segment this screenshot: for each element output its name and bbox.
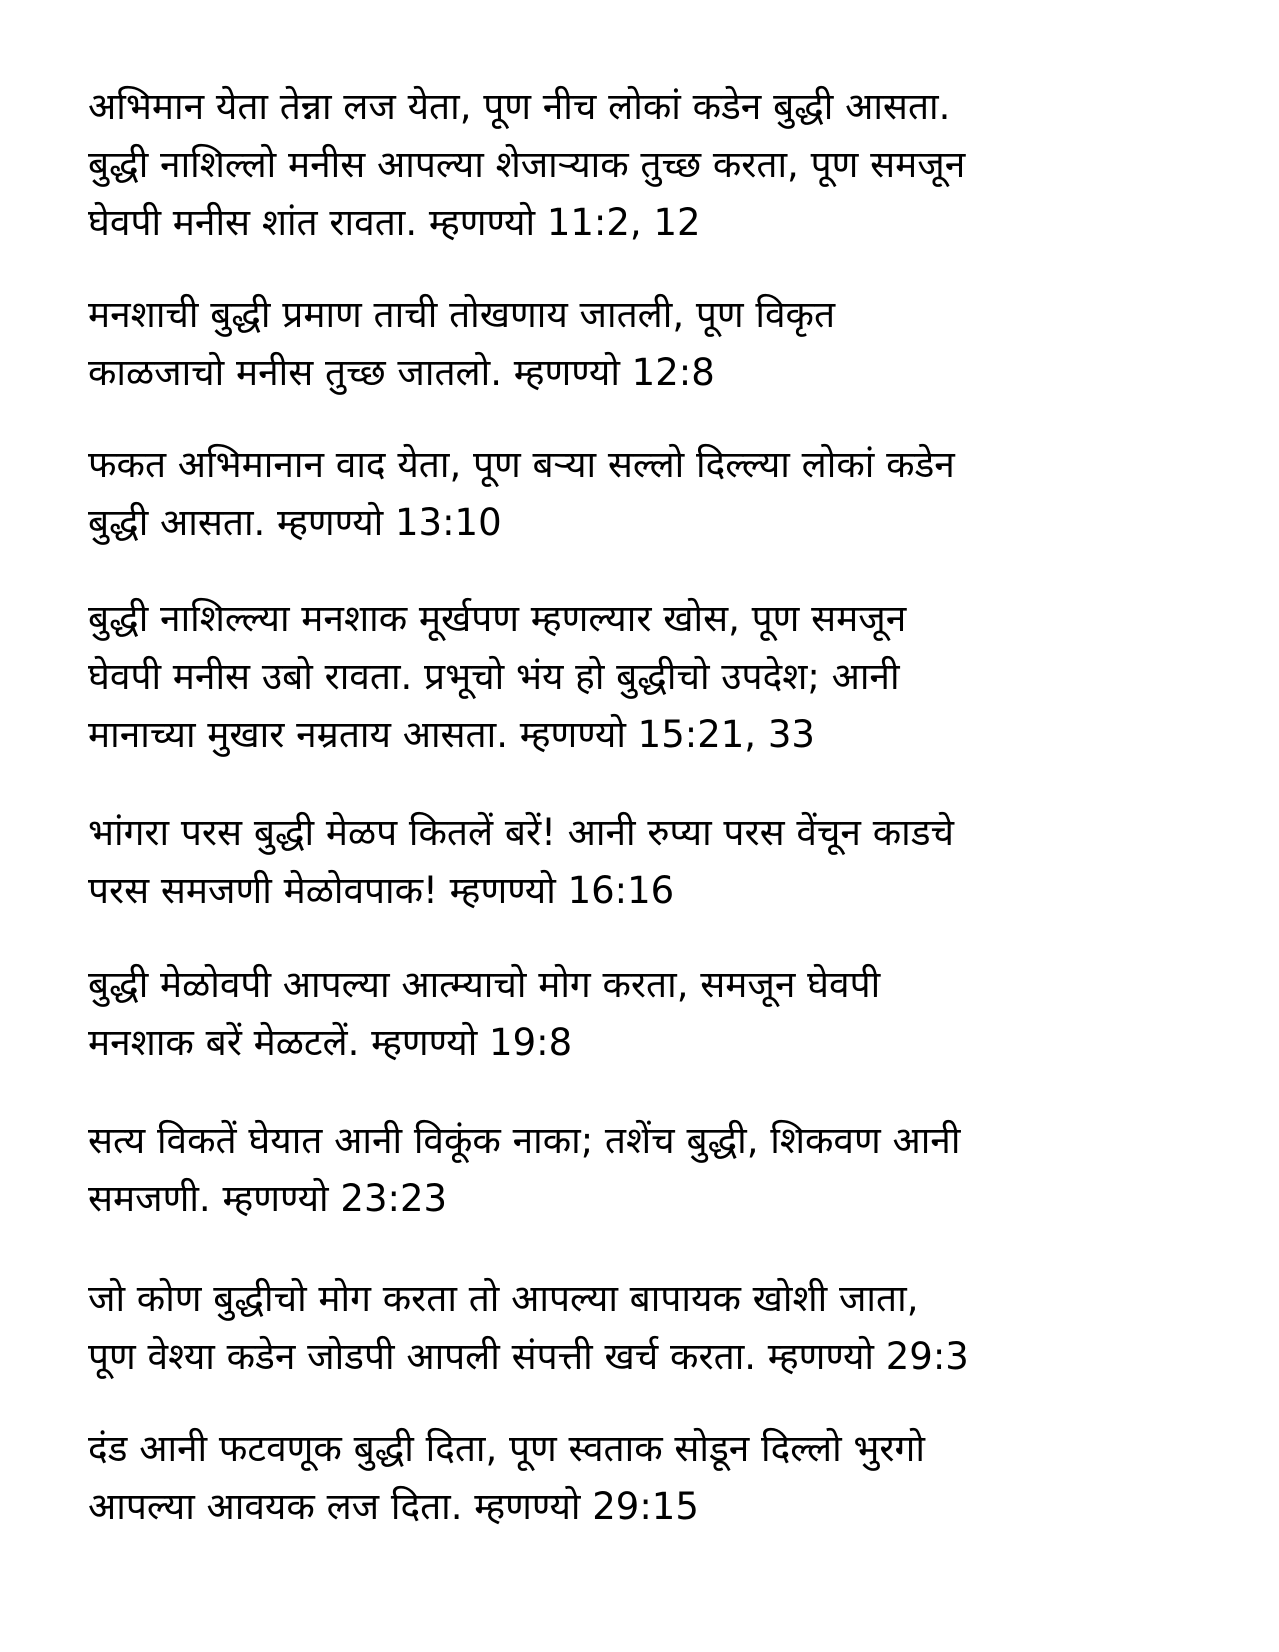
verse-line: बुद्धी नाशिल्ल्या मनशाक मूर्खपण म्हणल्यार खोस, पूण समजून xyxy=(88,597,907,640)
verse-line: घेवपी मनीस उबो रावता. प्रभूचो भंय हो बुद्धीचो उपदेश; आनी xyxy=(88,655,900,698)
verse-line: मनशाची बुद्धी प्रमाण ताची तोखणाय जातली, पूण विकृत xyxy=(88,293,836,336)
verse-line: बुद्धी नाशिल्लो मनीस आपल्या शेजाऱ्याक तुच्छ करता, पूण समजून xyxy=(88,143,966,186)
verse-paragraph xyxy=(88,1112,1208,1228)
verse-paragraph xyxy=(88,804,1208,920)
verse-line: भांगरा परस बुद्धी मेळप कितलें बरें! आनी रुप्या परस वेंचून काडचे xyxy=(88,811,955,854)
verse-paragraph xyxy=(88,956,1208,1072)
verse-line: समजणी. म्हणण्यो 23:23 xyxy=(88,1177,448,1220)
verse-paragraph xyxy=(88,590,1208,764)
verse-line: पूण वेश्या कडेन जोडपी आपली संपत्ती खर्च करता. म्हणण्यो 29:3 xyxy=(88,1335,969,1378)
verse-line: अभिमान येता तेन्ना लज येता, पूण नीच लोकां कडेन बुद्धी आसता. xyxy=(88,85,951,128)
verse-paragraph xyxy=(88,1420,1208,1536)
verse-line: आपल्या आवयक लज दिता. म्हणण्यो 29:15 xyxy=(88,1485,699,1528)
verse-line: परस समजणी मेळोवपाक! म्हणण्यो 16:16 xyxy=(88,869,675,912)
verse-line: बुद्धी आसता. म्हणण्यो 13:10 xyxy=(88,501,502,544)
verse-line: मनशाक बरें मेळटलें. म्हणण्यो 19:8 xyxy=(88,1021,573,1064)
verse-line: दंड आनी फटवणूक बुद्धी दिता, पूण स्वताक सोडून दिल्लो भुरगो xyxy=(88,1427,925,1470)
verse-paragraph xyxy=(88,78,1208,252)
verse-paragraph xyxy=(88,1270,1208,1386)
verse-line: घेवपी मनीस शांत रावता. म्हणण्यो 11:2, 12 xyxy=(88,201,701,244)
verse-line: मानाच्या मुखार नम्रताय आसता. म्हणण्यो 15:21, 33 xyxy=(88,713,815,756)
verse-paragraph xyxy=(88,436,1208,552)
verse-paragraph xyxy=(88,286,1208,402)
verse-line: फकत अभिमानान वाद येता, पूण बऱ्या सल्लो दिल्ल्या लोकां कडेन xyxy=(88,443,955,486)
verse-line: सत्य विकतें घेयात आनी विकूंक नाका; तशेंच बुद्धी, शिकवण आनी xyxy=(88,1119,961,1162)
verse-line: बुद्धी मेळोवपी आपल्या आत्म्याचो मोग करता, समजून घेवपी xyxy=(88,963,881,1006)
verse-line: जो कोण बुद्धीचो मोग करता तो आपल्या बापायक खोशी जाता, xyxy=(88,1277,919,1320)
verse-line: काळजाचो मनीस तुच्छ जातलो. म्हणण्यो 12:8 xyxy=(88,351,715,394)
